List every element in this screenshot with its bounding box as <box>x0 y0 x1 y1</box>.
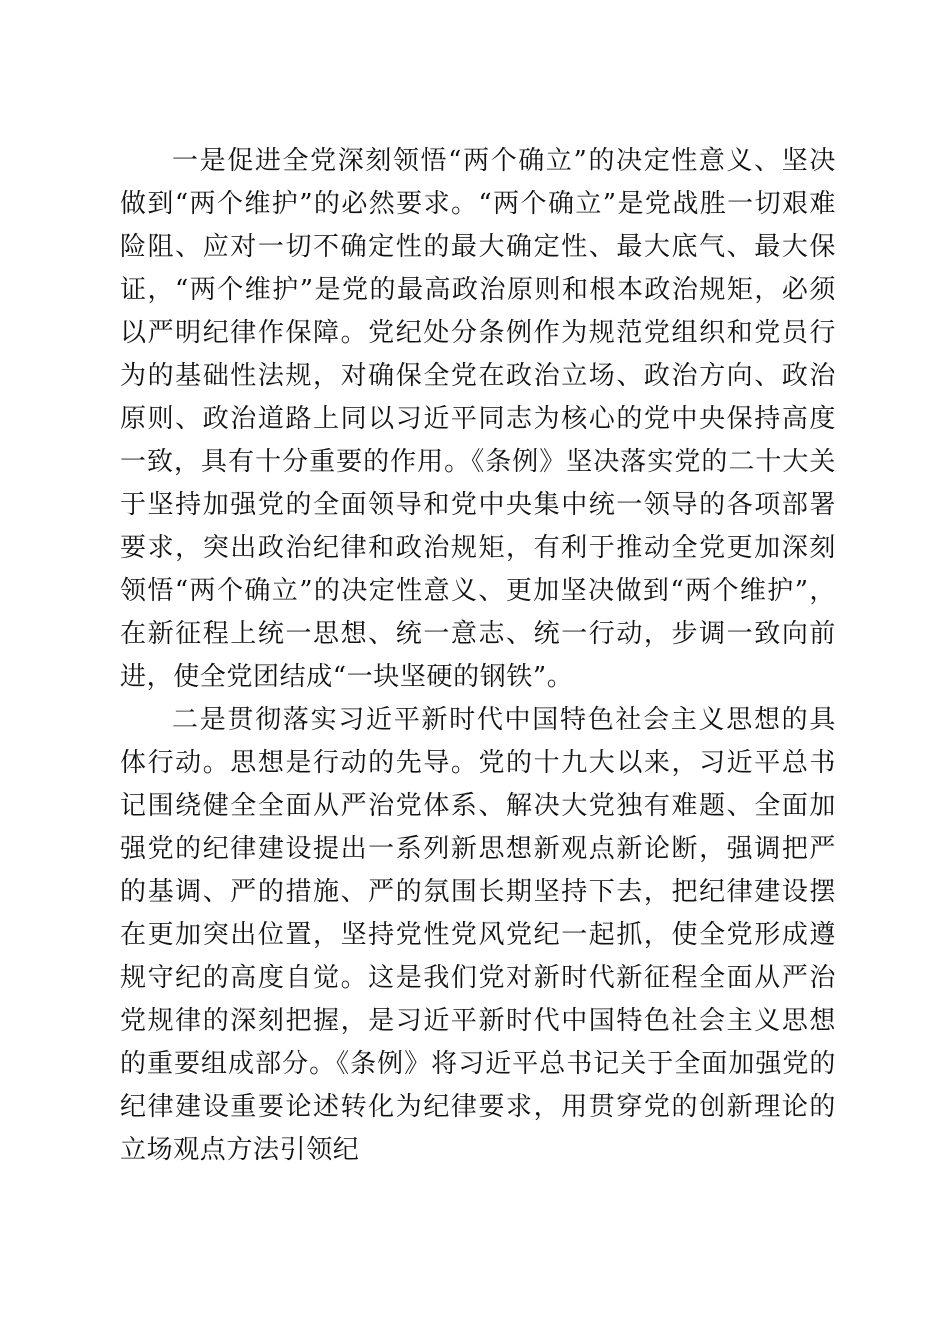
paragraph-1: 一是促进全党深刻领悟“两个确立”的决定性意义、坚决做到“两个维护”的必然要求。“两个确立”是党战胜一切艰难险阻、应对一切不确定性的最大确定性、最大底气、最大保证，“两个维护”是党的最高政治原则和根本政治规矩，必须以严明纪律作保障。党纪处分条例作为规范党组织和党员行为的基础性法规，对确保全党在政治立场、政治方向、政治原则、政治道路上同以习近平同志为核心的党中央保持高度一致，具有十分重要的作用。《条例》坚决落实党的二十大关于坚持加强党的全面领导和党中央集中统一领导的各项部署要求，突出政治纪律和政治规矩，有利于推动全党更加深刻领悟“两个确立”的决定性意义、更加坚决做到“两个维护”，在新征程上统一思想、统一意志、统一行动，步调一致向前进，使全党团结成“一块坚硬的钢铁”。 <box>120 146 836 692</box>
document-body <box>120 140 836 1172</box>
paragraph-2: 二是贯彻落实习近平新时代中国特色社会主义思想的具体行动。思想是行动的先导。党的十九大以来，习近平总书记围绕健全全面从严治党体系、解决大党独有难题、全面加强党的纪律建设提出一系列新思想新观点新论断，强调把严的基调、严的措施、严的氛围长期坚持下去，把纪律建设摆在更加突出位置，坚持党性党风党纪一起抓，使全党形成遵规守纪的高度自觉。这是我们党对新时代新征程全面从严治党规律的深刻把握，是习近平新时代中国特色社会主义思想的重要组成部分。《条例》将习近平总书记关于全面加强党的纪律建设重要论述转化为纪律要求，用贯穿党的创新理论的立场观点方法引领纪 <box>120 705 836 1165</box>
